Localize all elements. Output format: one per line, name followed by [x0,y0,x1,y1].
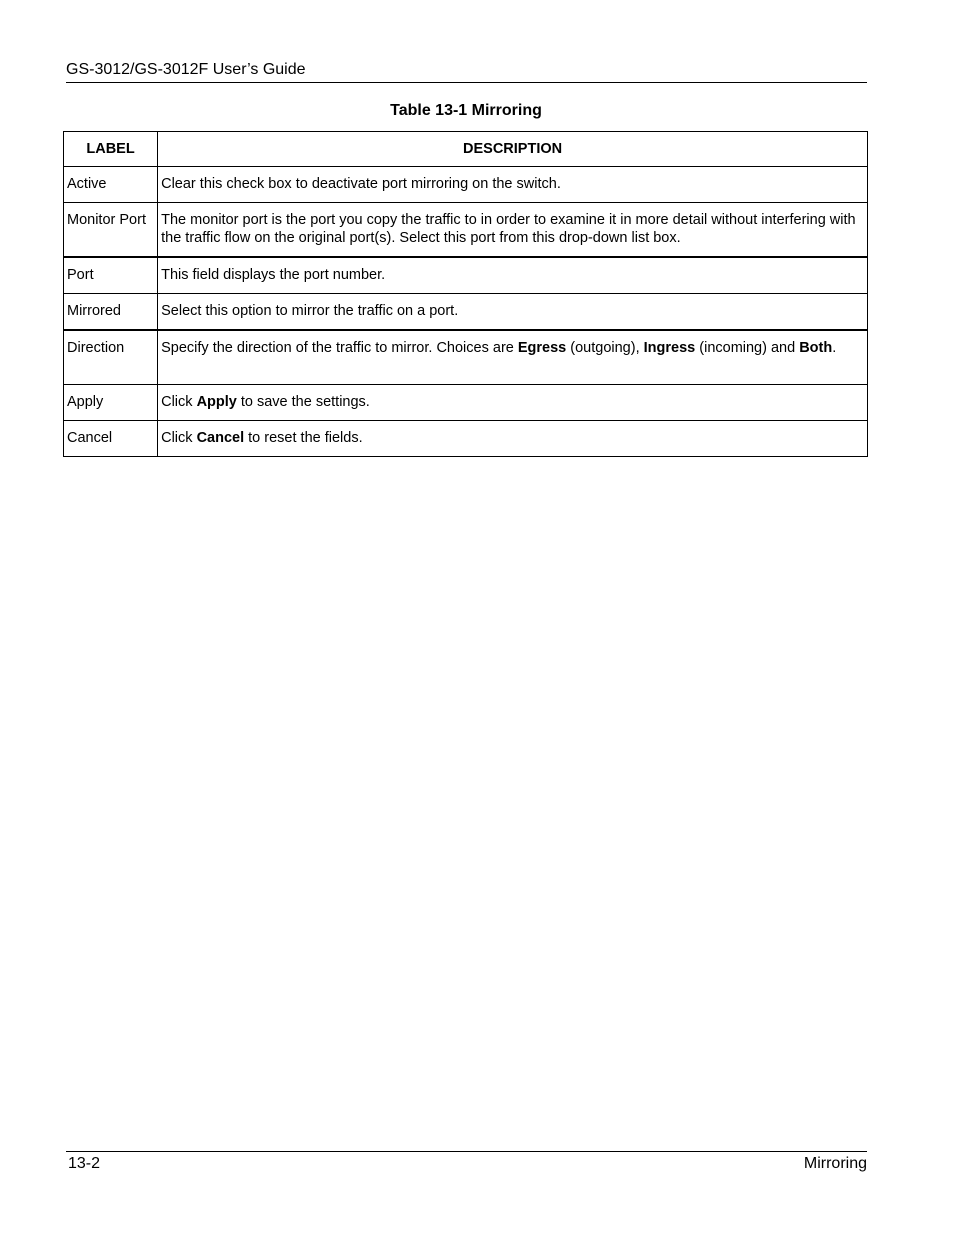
page-footer [66,1151,867,1176]
table-row [64,330,868,385]
bold-term: Ingress [643,340,696,356]
row-description: Specify the direction of the traffic to mirror. Choices are Egress (outgoing), Ingress (incoming) and Both. [158,330,868,385]
table-row [64,167,868,203]
row-description: Click Apply to save the settings. [158,385,868,421]
row-description: The monitor port is the port you copy the traffic to in order to examine it in more detail without interfering with the traffic flow on the original port(s). Select this port from this drop-down list box. [158,203,868,258]
row-description: Select this option to mirror the traffic on a port. [158,294,868,331]
table-row [64,421,868,457]
page-header [66,60,867,83]
bold-term: Cancel [196,430,245,446]
row-label: Monitor Port [64,203,158,258]
column-header-description: DESCRIPTION [158,132,868,167]
table-row [64,385,868,421]
table-row [64,203,868,258]
table-caption: Table 13-1 Mirroring [390,102,542,119]
row-label: Cancel [64,421,158,457]
chapter-name: Mirroring [803,1155,867,1172]
row-description: Clear this check box to deactivate port mirroring on the switch. [158,167,868,203]
row-label: Port [64,257,158,294]
row-description: Click Cancel to reset the fields. [158,421,868,457]
row-label: Active [64,167,158,203]
bold-term: Egress [517,340,567,356]
table-header-row [64,132,868,167]
row-description: This field displays the port number. [158,257,868,294]
document-title: GS-3012/GS-3012F User’s Guide [66,61,306,78]
mirroring-table [63,131,868,457]
bold-term: Both [799,340,833,356]
column-header-label: LABEL [64,132,158,167]
bold-term: Apply [196,394,237,410]
row-label: Direction [64,330,158,385]
row-label: Mirrored [64,294,158,331]
table-row [64,257,868,294]
table-row [64,294,868,331]
page-number: 13-2 [68,1155,101,1172]
row-label: Apply [64,385,158,421]
